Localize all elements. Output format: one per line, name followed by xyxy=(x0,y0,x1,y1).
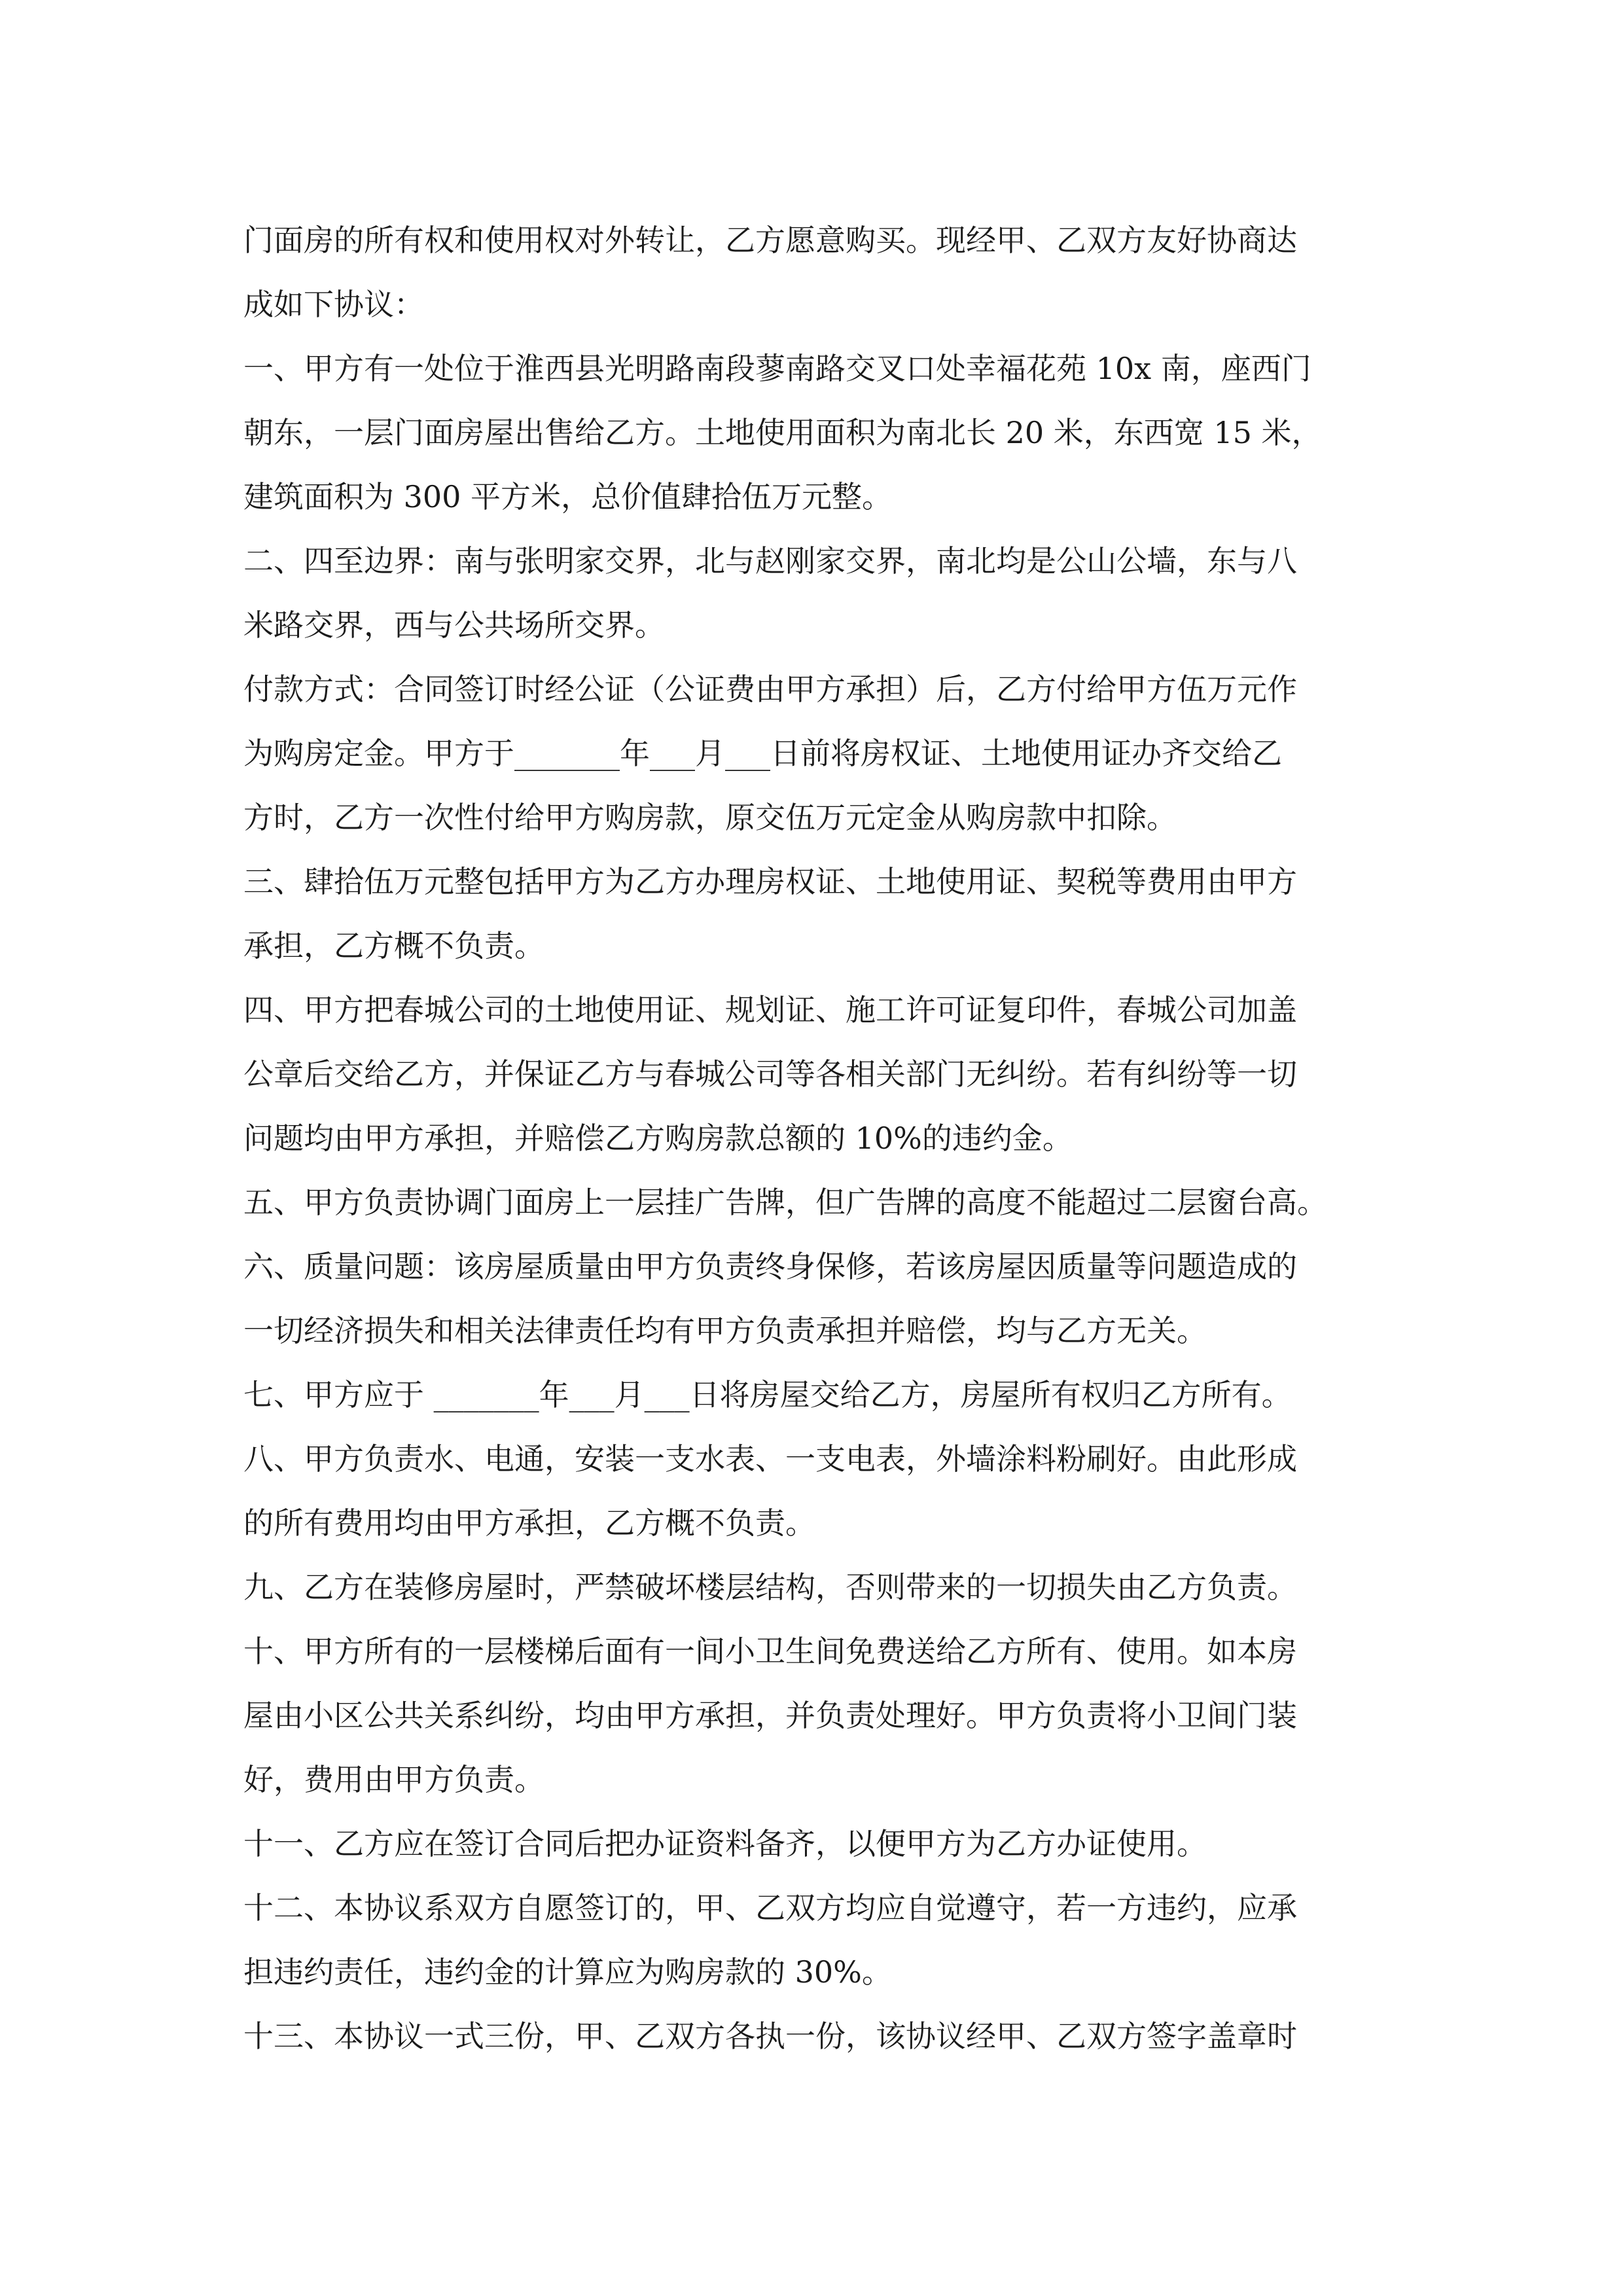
text-line: 建筑面积为 300 平方米，总价值肆拾伍万元整。 xyxy=(243,479,893,514)
text-line: 门面房的所有权和使用权对外转让，乙方愿意购买。现经甲、乙双方友好协商达 xyxy=(243,223,1297,258)
text-line: 五、甲方负责协调门面房上一层挂广告牌，但广告牌的高度不能超过二层窗台高。 xyxy=(243,1185,1327,1220)
text-line: 担违约责任，违约金的计算应为购房款的 30%。 xyxy=(243,1954,892,1990)
text-line: 四、甲方把春城公司的土地使用证、规划证、施工许可证复印件，春城公司加盖 xyxy=(243,992,1297,1028)
text-line: 方时，乙方一次性付给甲方购房款，原交伍万元定金从购房款中扣除。 xyxy=(243,800,1177,835)
text-line: 好，费用由甲方负责。 xyxy=(243,1762,544,1797)
text-line: 十、甲方所有的一层楼梯后面有一间小卫生间免费送给乙方所有、使用。如本房 xyxy=(243,1634,1297,1669)
text-line: 二、四至边界：南与张明家交界，北与赵刚家交界，南北均是公山公墙，东与八 xyxy=(243,543,1297,579)
text-line: 问题均由甲方承担，并赔偿乙方购房款总额的 10%的违约金。 xyxy=(243,1121,1073,1156)
text-line: 米路交界，西与公共场所交界。 xyxy=(243,607,665,643)
text-line: 一、甲方有一处位于淮西县光明路南段蓼南路交叉口处幸福花苑 10x 南，座西门 xyxy=(243,351,1311,386)
text-line: 十一、乙方应在签订合同后把办证资料备齐，以便甲方为乙方办证使用。 xyxy=(243,1826,1207,1861)
text-line: 屋由小区公共关系纠纷，均由甲方承担，并负责处理好。甲方负责将小卫间门装 xyxy=(243,1698,1297,1733)
text-line: 十三、本协议一式三份，甲、乙双方各执一份，该协议经甲、乙双方签字盖章时 xyxy=(243,2018,1297,2054)
text-line: 成如下协议： xyxy=(243,287,424,322)
text-line: 朝东，一层门面房屋出售给乙方。土地使用面积为南北长 20 米，东西宽 15 米， xyxy=(243,415,1322,450)
text-line: 七、甲方应于 _______年___月___日将房屋交给乙方，房屋所有权归乙方所有。 xyxy=(243,1377,1292,1412)
text-line: 十二、本协议系双方自愿签订的，甲、乙双方均应自觉遵守，若一方违约，应承 xyxy=(243,1890,1297,1926)
text-line: 为购房定金。甲方于_______年___月___日前将房权证、土地使用证办齐交给乙 xyxy=(243,736,1282,771)
text-line: 付款方式：合同签订时经公证（公证费由甲方承担）后，乙方付给甲方伍万元作 xyxy=(243,672,1297,707)
text-line: 承担，乙方概不负责。 xyxy=(243,928,544,963)
text-line: 九、乙方在装修房屋时，严禁破坏楼层结构，否则带来的一切损失由乙方负责。 xyxy=(243,1570,1297,1605)
text-line: 六、质量问题：该房屋质量由甲方负责终身保修，若该房屋因质量等问题造成的 xyxy=(243,1249,1297,1284)
document-body xyxy=(243,208,1402,2068)
text-line: 八、甲方负责水、电通，安装一支水表、一支电表，外墙涂料粉刷好。由此形成 xyxy=(243,1441,1297,1477)
text-line: 三、肆拾伍万元整包括甲方为乙方办理房权证、土地使用证、契税等费用由甲方 xyxy=(243,864,1297,899)
text-line: 公章后交给乙方，并保证乙方与春城公司等各相关部门无纠纷。若有纠纷等一切 xyxy=(243,1056,1297,1092)
text-line: 一切经济损失和相关法律责任均有甲方负责承担并赔偿，均与乙方无关。 xyxy=(243,1313,1207,1348)
text-line: 的所有费用均由甲方承担，乙方概不负责。 xyxy=(243,1505,815,1541)
